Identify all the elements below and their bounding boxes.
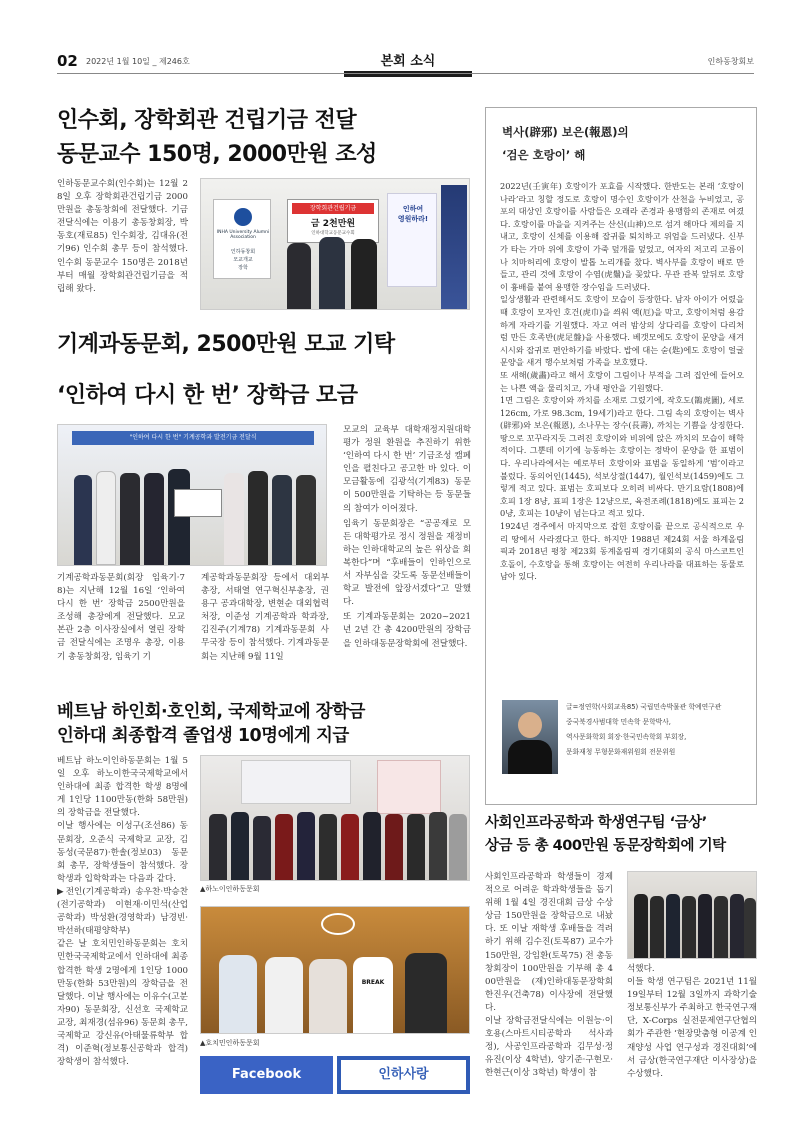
logo-mark xyxy=(321,913,355,935)
section-bar xyxy=(344,71,472,77)
article2-col1: 기계공학과동문회(회장 임육기·78)는 지난해 12월 16일 ‘인하여 다시 한 번’ 장학금 2500만원을 조성해 총장에게 전달했다. 모교 본관 2층 이사장실에서 열린 장학금 전달식에는 조명우 총장, 이용기 총동창회장, 임육기 기 xyxy=(57,573,185,662)
column-para1: 2022년(壬寅年) 호랑이가 포효를 시작했다. 한반도는 본래 ‘호랑이 나라’라고 칭할 정도로 호랑이 명수인 호랑이가 산천을 누비었고, 공포의 대상인 호랑이를 사람들은 오래라 존경과 용맹함의 존재로 여겼다. 호랑이를 마을을 지켜주는 산신(山神)으로 섬겨 해마다 제의를 지내고, 호랑이 신체를 이용해 잡귀를 퇴치하고 위엄을 드러냈다. 신부가 타는 가마 위에 호랑이 가죽 덮개를 덮었고, 여자의 저고리 고름이나 치마허리에 호랑이 발톱 노리개를 찼다. 벽사부를 호랑이 배로 만들고, 관리 것에 호랑이 수염(虎鬚)을 꽂았다. 무관 관복 앞뒤로 호랑이 흉배를 붙여 용맹한 장수임을 드러냈다. xyxy=(500,181,744,292)
author-bio: 글=정연학(사회교육85) 국립민속박물관 학예연구관 중국북경사범대학 민속학 문학박사, 역사문화학회 회장·한국민속학회 부회장, 문화재청 무형문화재위원회 전문위원 xyxy=(566,703,722,756)
column-title-line1: 벽사(辟邪) 보은(報恩)의 xyxy=(502,125,629,139)
person-figure xyxy=(231,812,249,880)
poster-board xyxy=(387,193,437,287)
person-figure xyxy=(319,237,345,309)
person-figure xyxy=(682,896,696,958)
article4-para3: 석했다. xyxy=(627,964,655,974)
article4-col1 xyxy=(485,871,613,1081)
article2-col3-para2: 임육기 동문회장은 “공공재로 모든 대학평가로 정시 정원을 재정비하는 인하대학교의 높은 위상을 회복한다”며 “후배들이 인하인으로서 자부심을 갖도록 동문선배들이 학교 발전에 앞장서겠다”고 말했다. xyxy=(343,518,471,608)
article3-para1: 베트남 하노이인하동문회는 1월 5일 오후 하노이한국국제학교에서 인하대에 최종 합격한 학생 8명에게 1인당 1100만동(한화 58만원)의 장학금을 전달했다. xyxy=(57,756,188,819)
article3-para3: ▶전인(기계공학과) 송우찬·박승찬(전기공학과) 이현재·이민석(산업공학과) 박성환(경영학과) 남경빈·박선하(태평양학부) xyxy=(57,886,188,937)
article2-title-line1: 기계과동문회, 2500만원 모교 기탁 xyxy=(57,332,395,357)
banner-stand xyxy=(377,760,441,814)
column-box xyxy=(485,107,757,805)
article3-title-line2: 인하대 최종합격 졸업생 10명에게 지급 xyxy=(57,726,349,746)
person-figure xyxy=(74,475,92,565)
person-figure xyxy=(265,957,303,1034)
facebook-button[interactable]: Facebook xyxy=(200,1056,333,1094)
person-figure xyxy=(144,473,164,565)
person-figure xyxy=(744,898,756,958)
person-figure xyxy=(248,471,268,565)
column-title-line2: ‘검은 호랑이’ 해 xyxy=(502,148,586,162)
alumni-logo-board xyxy=(213,199,271,279)
article2-col3-para3: 또 기계과동문회는 2020~2021년 2년 간 총 4200만원의 장학금을 인하대동문장학회에 전달했다. xyxy=(343,612,471,649)
person-figure xyxy=(309,959,347,1034)
person-figure xyxy=(449,814,467,880)
person-figure xyxy=(407,814,425,880)
person-figure xyxy=(363,812,381,880)
hochiminh-photo xyxy=(200,906,470,1034)
author-photo xyxy=(502,700,558,774)
person-figure xyxy=(666,894,680,958)
person-figure xyxy=(698,894,712,958)
hanoi-caption: ▲하노이인하동문회 xyxy=(200,885,260,893)
article4-title-line2: 상금 등 총 400만원 동문장학회에 기탁 xyxy=(485,838,726,854)
cheque-sub: 인하대학교동문교수회 xyxy=(311,231,355,236)
hanoi-photo xyxy=(200,755,470,881)
person-figure xyxy=(385,814,403,880)
article4-para2: 이날 장학금전달식에는 이원능·이호용(스마트시티공학과 석사과정), 사공인프라공학과 김무성·정유진(이상 4학년), 양기준·구현모·한현근(이상 3학년) 학생이 참 xyxy=(485,1016,613,1079)
person-figure xyxy=(96,471,116,565)
person-figure xyxy=(224,473,244,565)
person-figure xyxy=(297,812,315,880)
article1-body: 인하동문교수회(인수회)는 12월 28일 오후 장학회관건립기금 2000만원을 총동창회에 전달했다. 기금전달식에는 이용기 총동창회장, 박동호(재료85) 인수회장, 김대유(전기96) 인수회 총무 등이 참석했다. 인수회 동문교수 150명은 2018년부터 매월 장학회관건립기금을 적립해 왔다. xyxy=(57,179,188,294)
screen xyxy=(241,760,351,804)
column-para2: 일상생활과 관련해서도 호랑이 모습이 등장한다. 남자 아이가 어렸을 때 호랑이 모자인 호건(虎巾)을 씌워 액(厄)을 막고, 호랑이처럼 용감하게 자라기를 기원했다. 자고 여러 밤상의 상다리를 호랑이 다리처럼 만든 호족반(虎足盤)을 사용했다. 베갯모에도 호랑이 문양을 새겨 시시와 잡귀로 편안하기를 바랐다. 밥에 대는 숟(匙)에도 호랑이 얼굴 문양을 새겨 행수보처럼 가족을 보호했다. xyxy=(500,294,744,368)
article1-photo xyxy=(200,178,470,310)
cheque-banner: 장학회관건립기금 xyxy=(292,203,374,214)
person-figure xyxy=(120,473,140,565)
person-figure xyxy=(253,816,271,880)
column-body xyxy=(500,180,744,583)
article3-para2: 이날 행사에는 이성구(조선86) 동문회장, 오준식 국제학교 교장, 김동성(국문87)·한솔(정보03) 동문회 총무, 장학생들이 참석했다. 장학생과 입학학과는 다음과 같다. xyxy=(57,821,188,884)
header-rule xyxy=(57,73,754,74)
board-lines: 인하동창회 모교개교 장학 xyxy=(230,249,256,271)
person-figure xyxy=(714,896,728,958)
person-figure xyxy=(209,814,227,880)
column-para4: 1면 그림은 호랑이와 까치를 소재로 그렸기에, 작호도(鵲虎圖), 세로 126cm, 가로 98.3cm, 19세기)라고 한다. 그림 속의 호랑이는 벽사(辟邪)와 보은(報恩), 소나무는 장수(長壽), 까치는 기쁨을 상징한다. 땅으로 꼬꾸라지듯 그려진 호랑이와 비위에 앉은 까치의 모습이 해학적이다. 그뿐데 이기에 능동하는 호랑이는 정박이 문양을 한 표범이다. 우리나라에서는 예로부터 호랑이와 표범을 동일하게 ‘범’이라고 불렀다. 동의어인(1445), 석보상절(1447), 월인석보(1459)에도 그렇게 적고 있다. 표범는 호피보다 오히려 비싸다. 만기요람(1808)에 호피 1장 8냥, 표피 1장은 12냥으로, 육전조례(1818)에도 표피는 20냥, 호피는 10냥이 넘는다고 적고 있다. xyxy=(500,395,744,519)
page-number: 02 xyxy=(57,52,78,70)
person-figure xyxy=(272,475,292,565)
shirt-text: BREAK xyxy=(361,979,385,986)
flag xyxy=(441,185,467,309)
article1-title-line1: 인수회, 장학회관 건립기금 전달 xyxy=(57,108,357,133)
person-figure xyxy=(168,469,190,565)
author-face xyxy=(518,712,542,738)
article4-para1: 사회인프라공학과 학생들이 경제적으로 어려운 학과학생들을 돕기 위해 1월 4일 경진대회 금상 수상상금 150만원을 장학금으로 내놨다. 또 이날 재학생 후배들을 격려하기 위해 김수진(토목87) 교수가 150만원, 강임환(토목75) 전 총동창회장이 100만원을 기부해 총 400만원을 (재)인하대동문장학회 한진우(건축78) 이사장에 전달했다. xyxy=(485,872,613,1013)
cheque-amount: 금 2천만원 xyxy=(310,219,356,229)
donation-cheque xyxy=(174,489,222,517)
person-figure xyxy=(405,953,447,1034)
article1-title-line2: 동문교수 150명, 2000만원 조성 xyxy=(57,142,377,167)
column-para3: 또 새해(歲畵)라고 해서 호랑이 그림이나 부적을 그려 집안에 들어오는 나쁜 액을 물리치고, 가내 평안을 기원했다. xyxy=(500,369,744,393)
person-figure xyxy=(634,894,648,958)
issue-date: 2022년 1월 10일 _ 제246호 xyxy=(86,57,190,66)
article4-photo xyxy=(627,871,757,959)
article2-col2: 계공학과동문회장 등에서 대외부총장, 서태열 연구혁신부총장, 권용구 공과대학장, 변현순 대외협력처장, 이준성 기계공학과 학과장, 김진주(기계78) 기계과동문회 사무국장 등이 참석했다. 기계과동문회는 지난해 9월 11일 xyxy=(201,573,329,662)
section-title: 본회 소식 xyxy=(380,54,436,69)
person-figure xyxy=(341,814,359,880)
photo-banner: "인하여 다시 한 번" 기계공학과 발전기금 전달식 xyxy=(72,431,314,445)
person-figure xyxy=(275,814,293,880)
person-figure xyxy=(353,957,393,1034)
author-body xyxy=(508,740,552,774)
poster-text: 인하여 영원하라! xyxy=(397,205,429,223)
inha-sarang-label: 인하사랑 xyxy=(341,1060,466,1090)
person-figure xyxy=(296,475,316,565)
publication-name: 인하동창회보 xyxy=(707,57,754,66)
logo-caption: INHA University Alumni Association xyxy=(216,230,270,240)
article3-body xyxy=(57,755,188,1069)
article4-col2 xyxy=(627,963,757,1081)
person-figure xyxy=(429,812,447,880)
column-para5: 1924년 경주에서 마지막으로 잡힌 호랑이를 끝으로 공식적으로 우리 땅에서 사라졌다고 한다. 하지만 1988년 제24회 서울 하계올림픽과 2018년 평창 제23회 동계올림픽 경기대회의 공식 마스코트인 호돌이, 수호랑을 통해 호랑이는 여전히 우리나라를 대표하는 동물로 남아 있다. xyxy=(500,521,744,582)
person-figure xyxy=(650,896,664,958)
article2-col3 xyxy=(343,424,471,651)
article2-col3-para1: 모교의 교육부 대학재정지원대학 평가 정원 환원을 추진하기 위한 ‘인하여 다시 한 번’ 기금조성 캠페인을 펼친다고 공고한 바 있다. 이 모금활동에 김광석(기계83) 동문이 500만원을 기탁하는 등 동문들의 참여가 이어졌다. xyxy=(343,425,471,514)
person-figure xyxy=(319,814,337,880)
person-figure xyxy=(287,243,311,309)
article2-title-line2: ‘인하여 다시 한 번’ 장학금 모금 xyxy=(57,383,358,408)
person-figure xyxy=(351,239,377,309)
article2-photo xyxy=(57,424,327,566)
inha-sarang-button[interactable] xyxy=(337,1056,470,1094)
inha-logo-icon xyxy=(234,208,252,226)
person-figure xyxy=(730,894,744,958)
hochiminh-caption: ▲호치민인하동문회 xyxy=(200,1039,260,1047)
article4-para4: 이들 학생 연구팀은 2021년 11월 19일부터 12월 3일까지 과학기술정보통신부가 주최하고 한국연구재단, X-Corps 실전문제연구단협의회가 주관한 ‘현장맞춤형 이공계 인재양성 사업 연구성과 경진대회’에서 금상(한국연구재단 이사장상)을 수상했다. xyxy=(627,977,757,1079)
person-figure xyxy=(219,955,257,1034)
article3-title-line1: 베트남 하인회·호인회, 국제학교에 장학금 xyxy=(57,702,365,722)
article3-para4: 같은 날 호치민인하동문회는 호치민한국국제학교에서 인하대에 최종 합격한 학생 2명에게 1인당 1000만동(한화 53만원)의 장학금을 전달했다. 이날 행사에는 이유수(고분자90) 동문회장, 신선호 국제학교 교장, 최재경(섬유96) 동문회 총무, 국제학교 강신유(아태물류학부 합격) 이준혁(정보통신공학과 합격) 장학생이 참석했다. xyxy=(57,939,188,1068)
article4-title-line1: 사회인프라공학과 학생연구팀 ‘금상’ xyxy=(485,815,707,831)
